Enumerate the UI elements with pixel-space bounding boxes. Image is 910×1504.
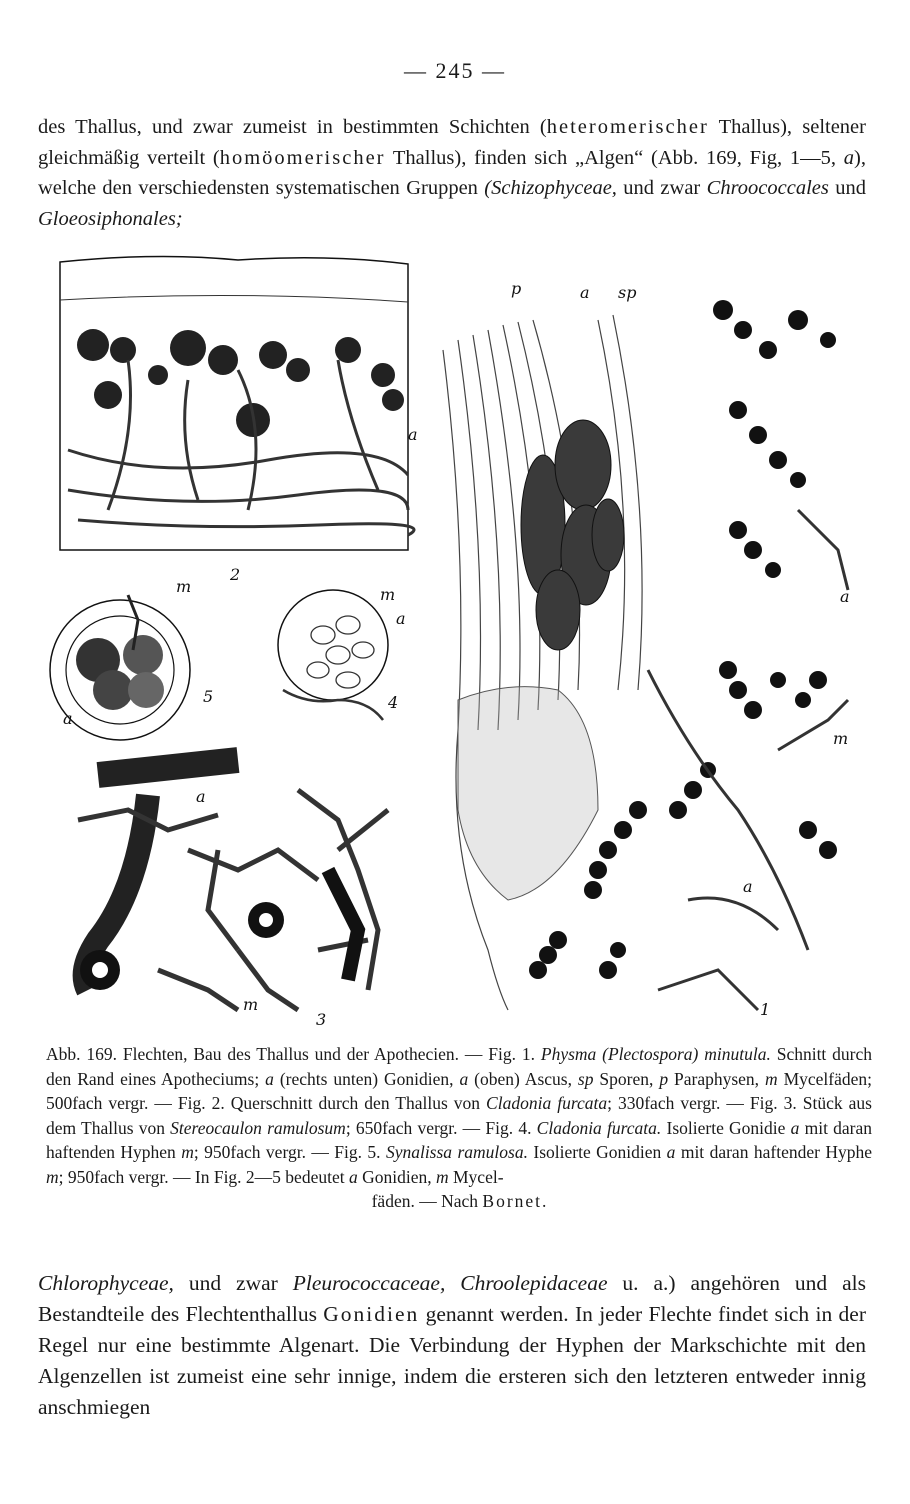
fig3-letter-a: a <box>196 787 206 806</box>
caption-text: ; 330fach vergr. — Fig. 3. Stück aus dem Thallus von <box>46 1093 872 1138</box>
caption-text: Gonidien, <box>357 1166 436 1187</box>
caption-last-line <box>46 1189 872 1214</box>
fig1-letter-p: p <box>511 279 522 298</box>
figure-caption <box>46 1042 872 1214</box>
text-run: und zwar <box>173 1271 293 1295</box>
text-run: Thallus), seltener gleichmäßig verteilt ( <box>38 116 866 169</box>
caption-text: ; 950fach vergr. — In Fig. 2—5 bedeutet <box>58 1166 349 1187</box>
caption-letter: a <box>459 1068 469 1089</box>
fig5-letter-a: a <box>63 709 73 728</box>
italic-term: Pleurococcaceae, Chroolepidaceae <box>292 1271 608 1295</box>
fig5-number: 5 <box>203 687 214 706</box>
fig4-letter-m: m <box>380 585 396 604</box>
caption-text: Isolierte Gonidie <box>661 1117 791 1138</box>
fig2-number: 2 <box>230 565 241 584</box>
caption-text: ; 650fach vergr. — Fig. 4. <box>345 1117 537 1138</box>
caption-letter: m <box>435 1166 449 1187</box>
text-run: des Thallus, und zwar zumeist in bestimmten Schichten ( <box>38 116 547 138</box>
caption-letter: a <box>790 1117 800 1138</box>
text-run: ), welche den verschiedensten systematischen Gruppen <box>38 146 866 199</box>
spaced-term: homöomerischer <box>219 146 386 169</box>
caption-text: mit daran haftenden Hyphen <box>46 1117 872 1162</box>
caption-letter: m <box>46 1166 59 1187</box>
fig1-letter-sp: sp <box>618 283 637 302</box>
caption-letter: a <box>666 1142 676 1162</box>
caption-text: (oben) Ascus, <box>468 1068 578 1089</box>
fig2-letter-a: a <box>408 425 418 444</box>
caption-letter: a <box>265 1068 274 1089</box>
text-run: u. a.) angehören und als Bestandteile des Flechtenthallus <box>38 1271 866 1326</box>
italic-term: Gloeosiphonales; <box>38 207 183 230</box>
caption-text: . <box>542 1191 547 1211</box>
caption-letter: p <box>659 1068 669 1089</box>
fig1-letter-m: m <box>833 729 849 748</box>
caption-text: mit daran haftender Hyphe <box>675 1142 872 1162</box>
fig1-number: 1 <box>760 1000 771 1019</box>
text-run: und zwar <box>616 177 707 199</box>
caption-text: Schnitt durch den Rand eines Apotheciums; <box>46 1044 873 1089</box>
caption-species: Cladonia furcata <box>486 1093 608 1113</box>
caption-letter: a <box>348 1166 358 1187</box>
caption-letter: m <box>181 1142 194 1162</box>
fig3-stereocaulon <box>78 760 388 1029</box>
fig1-letter-a-top: a <box>580 283 590 302</box>
italic-term: (Schizophyceae, <box>484 177 617 199</box>
caption-letter: m <box>765 1068 778 1089</box>
text-run: Thallus), finden sich „Algen“ (Abb. 169, Fig, 1—5, <box>385 146 844 169</box>
italic-term: Chroococcales <box>706 177 829 199</box>
caption-text: ; 950fach vergr. — Fig. 5. <box>193 1142 386 1162</box>
fig4-number: 4 <box>388 693 399 712</box>
fig3-number: 3 <box>316 1010 327 1029</box>
fig5-gonidia <box>50 577 213 740</box>
fig1-letter-a-bottom: a <box>743 877 753 896</box>
caption-text: Isolierte Gonidien <box>527 1142 667 1162</box>
caption-text: Mycelfäden; 500fach vergr. — Fig. 2. Querschnitt durch den Thallus von <box>46 1068 873 1113</box>
caption-text: Mycel- <box>448 1166 504 1187</box>
italic-term: Chlorophyceae, <box>38 1271 174 1295</box>
fig5-letter-m: m <box>176 577 192 596</box>
caption-text: fäden. — Nach <box>371 1191 483 1211</box>
fig1-letter-a-right: a <box>840 587 850 606</box>
caption-species: Physma (Plectospora) minutula. <box>540 1044 771 1064</box>
caption-text: Paraphysen, <box>668 1068 765 1089</box>
spaced-term: heteromerischer <box>546 116 709 138</box>
fig2-thallus-section <box>60 256 418 584</box>
spaced-term: Gonidien <box>323 1302 420 1326</box>
caption-author: Bornet <box>482 1191 543 1211</box>
top-paragraph <box>38 112 866 234</box>
fig3-letter-m: m <box>243 995 259 1014</box>
italic-term: a <box>843 146 855 169</box>
caption-text: (rechts unten) Gonidien, <box>273 1068 460 1089</box>
caption-text: Sporen, <box>593 1068 660 1089</box>
text-run: genannt werden. In jeder Flechte findet sich in der Regel nur eine bestimmte Algenart. Die Verbindung der Hyphen der Markschichte mit den Algenzellen ist zumeist eine sehr innige, indem die ersteren sich den letzteren entweder innig anschmiegen <box>38 1302 867 1419</box>
caption-text: Abb. 169. Flechten, Bau des Thallus und der Apothecien. — Fig. 1. <box>46 1044 541 1064</box>
bottom-paragraph <box>38 1268 866 1423</box>
fig4-gonidium <box>278 585 406 720</box>
caption-species: Stereocaulon ramulosum <box>170 1117 346 1138</box>
caption-species: Synalissa ramulosa. <box>385 1142 528 1162</box>
fig1-apothecium-section <box>443 279 850 1019</box>
fig4-letter-a: a <box>396 609 406 628</box>
text-run: und <box>828 177 866 199</box>
lichen-figure-illustration <box>38 250 878 1040</box>
caption-letter: sp <box>577 1068 594 1089</box>
page-number: — 245 — <box>404 58 506 83</box>
caption-species: Cladonia furcata. <box>536 1117 662 1138</box>
